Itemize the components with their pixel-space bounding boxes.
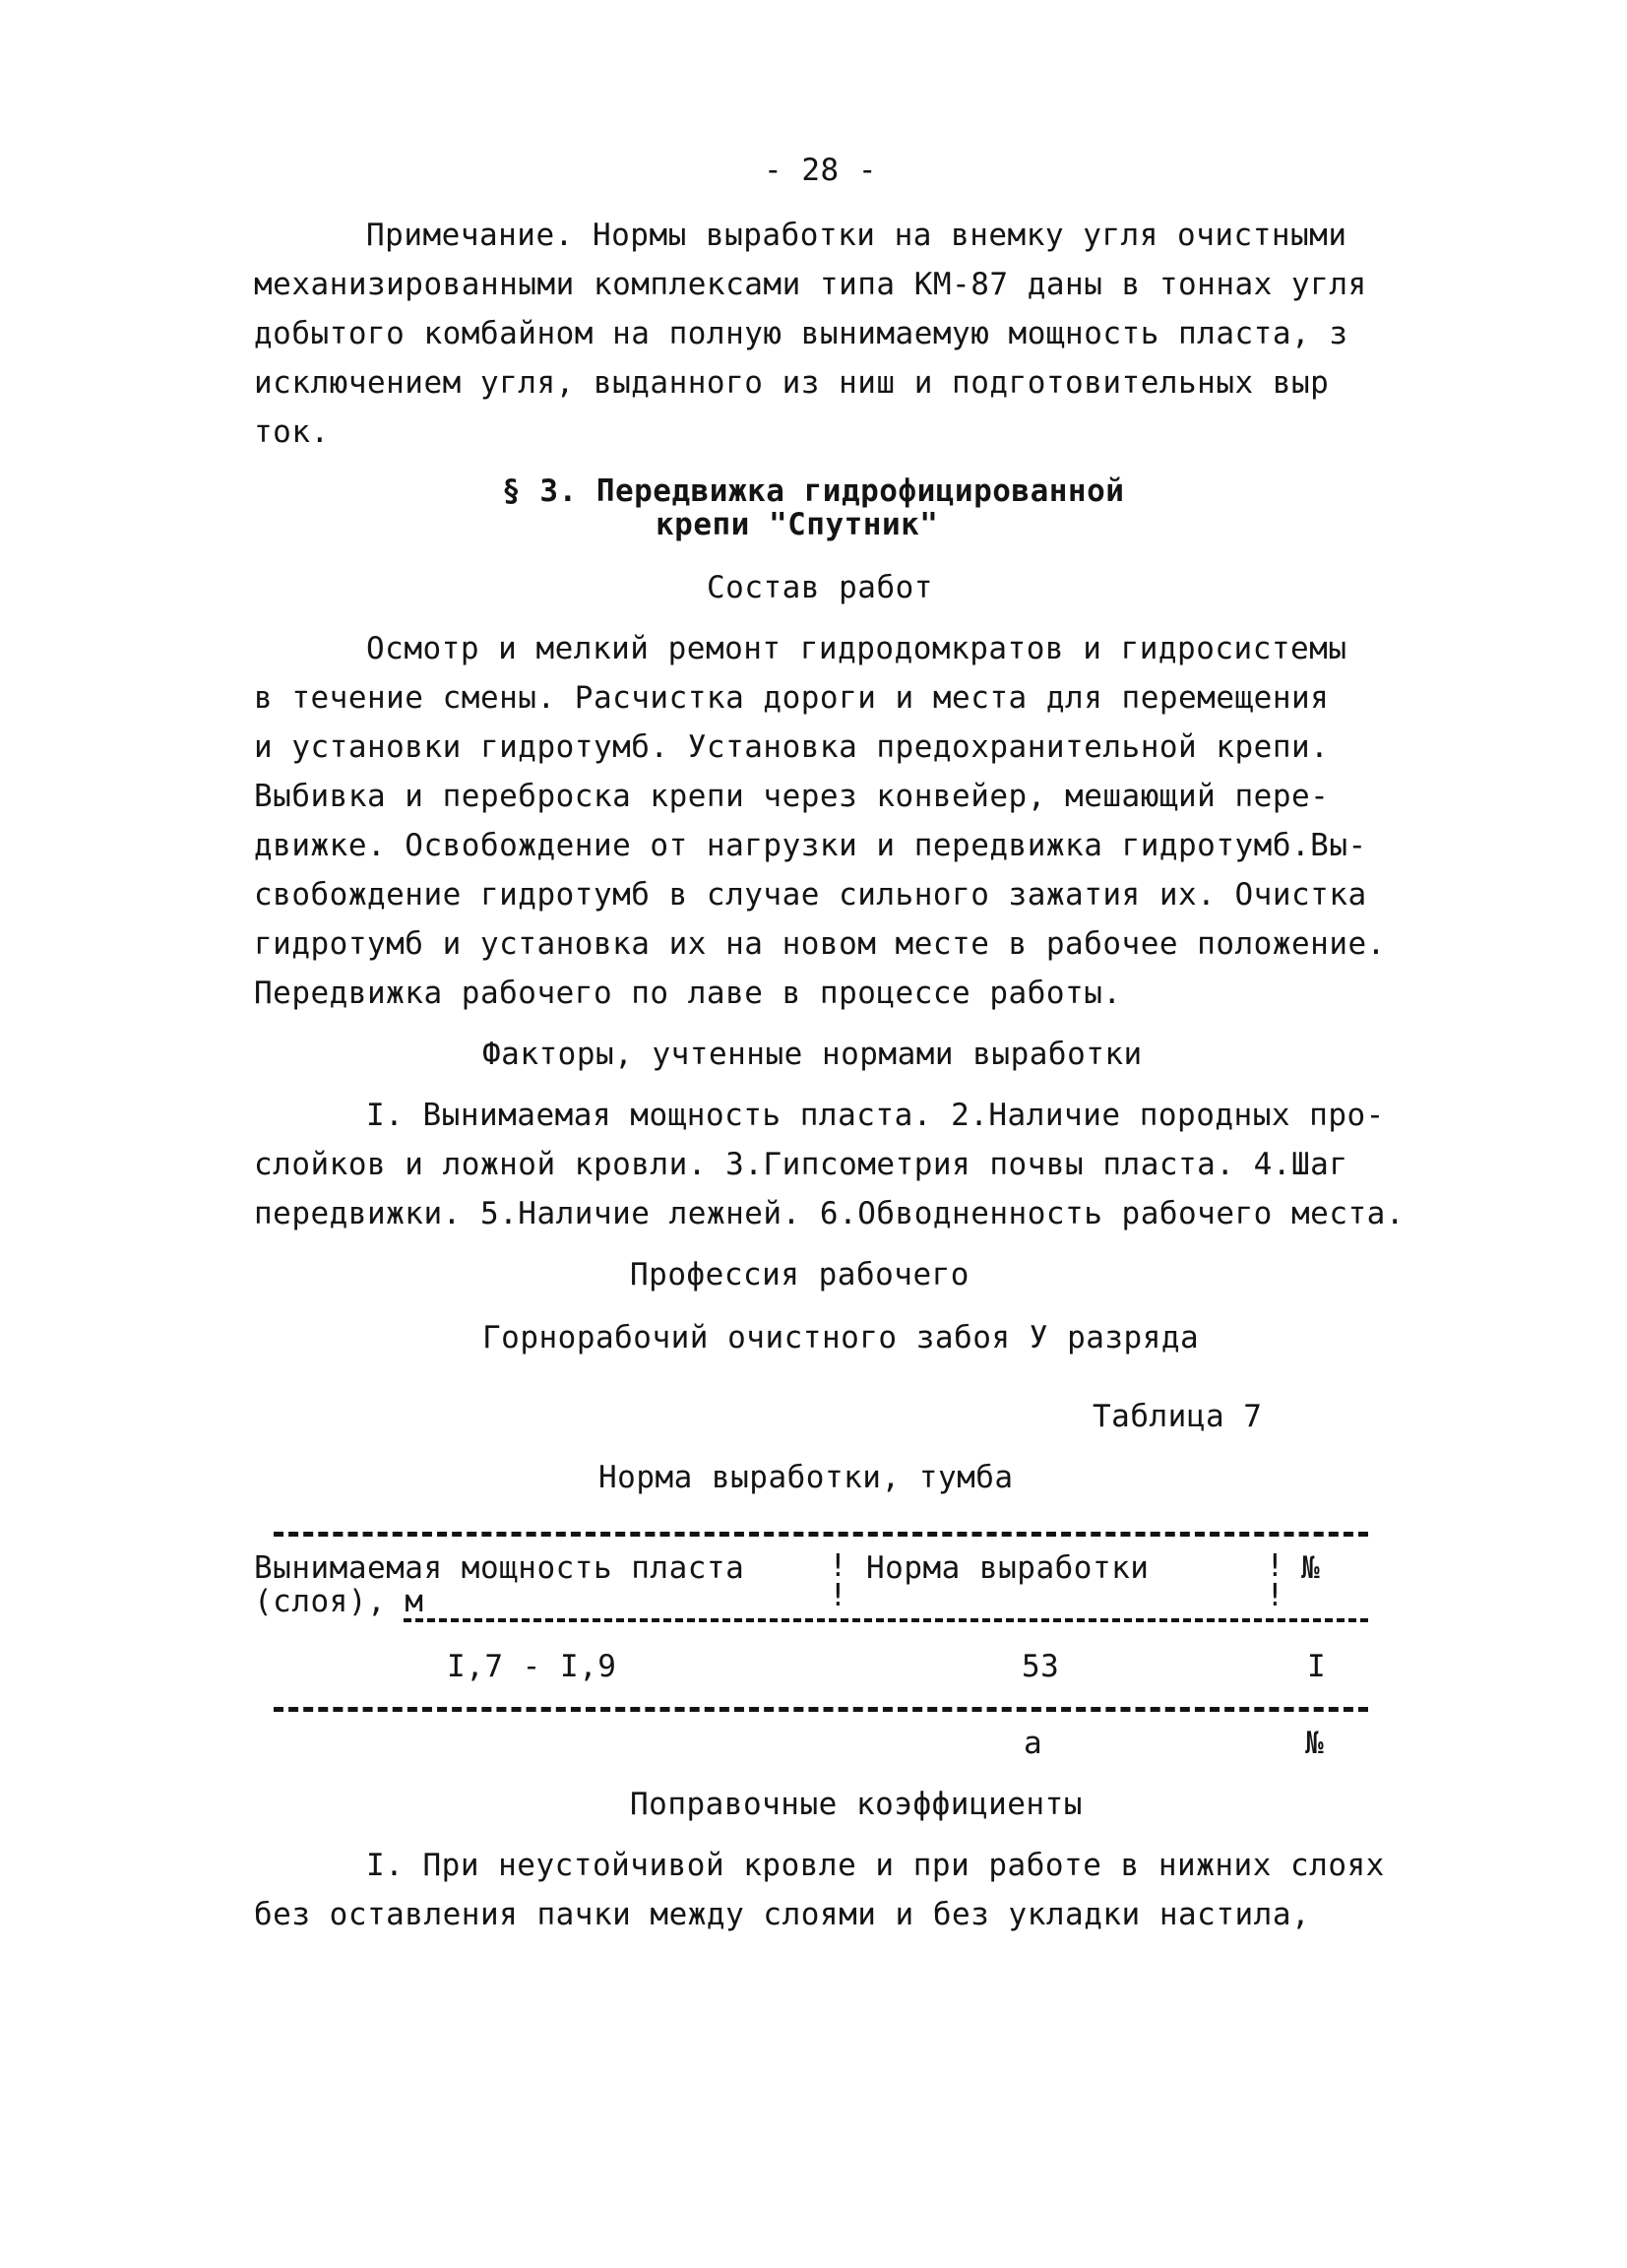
note-line: ток. <box>254 414 330 450</box>
work-line: свобождение гидротумб в случае сильного зажатия их. Очистка <box>254 877 1367 913</box>
corrections-line: I. При неустойчивой кровле и при работе в нижних слоях <box>366 1848 1385 1883</box>
page-number: - 28 - <box>764 153 877 188</box>
table-header-norm: Норма выработки <box>866 1550 1150 1586</box>
table-bottom-rule <box>274 1707 1368 1712</box>
corrections-heading: Поправочные коэффициенты <box>630 1787 1083 1822</box>
table-column-divider: ! <box>829 1548 847 1584</box>
note-line: механизированными комплексами типа КМ-87 даны в тоннах угля <box>254 267 1367 302</box>
table-column-divider: ! <box>1266 1578 1284 1613</box>
corrections-line: без оставления пачки между слоями и без укладки настила, <box>254 1897 1311 1932</box>
work-line: гидротумб и установка их на новом месте в рабочее положение. <box>254 926 1386 962</box>
table-row-norm: 53 <box>1022 1649 1060 1684</box>
factors-line: передвижки. 5.Наличие лежней. 6.Обводненность рабочего места. <box>254 1196 1405 1231</box>
note-line: исключением угля, выданного из ниш и подготовительных выр <box>254 365 1330 401</box>
section-title: § 3. Передвижка гидрофицированной <box>502 473 1125 509</box>
table-row-thickness: I,7 - I,9 <box>447 1649 617 1684</box>
work-line: Выбивка и переброска крепи через конвейер, мешающий пере- <box>254 779 1330 814</box>
table-footer-norm: а <box>1024 1726 1043 1761</box>
table-top-rule <box>274 1532 1368 1537</box>
factors-line: слойков и ложной кровли. 3.Гипсометрия почвы пласта. 4.Шаг <box>254 1147 1348 1182</box>
table-header-thickness-unit: (слоя), м <box>254 1584 424 1619</box>
section-title-continued: крепи "Спутник" <box>656 507 939 542</box>
note-line: добытого комбайном на полную вынимаемую мощность пласта, з <box>254 316 1348 351</box>
profession-heading: Профессия рабочего <box>630 1257 970 1292</box>
factors-heading: Факторы, учтенные нормами выработки <box>482 1037 1143 1072</box>
table-header-thickness: Вынимаемая мощность пласта <box>254 1550 745 1586</box>
work-line: и установки гидротумб. Установка предохранительной крепи. <box>254 729 1330 765</box>
table-caption: Норма выработки, тумба <box>598 1460 1014 1495</box>
table-header-rule <box>404 1618 1368 1622</box>
table-column-divider: ! <box>1266 1548 1284 1584</box>
table-column-divider: ! <box>829 1578 847 1613</box>
work-composition-heading: Состав работ <box>707 570 933 605</box>
note-line: Примечание. Нормы выработки на внемку угля очистными <box>366 218 1347 253</box>
work-line: движке. Освобождение от нагрузки и передвижка гидротумб.Вы- <box>254 828 1367 863</box>
table-label: Таблица 7 <box>1093 1399 1263 1434</box>
profession-value: Горнорабочий очистного забоя У разряда <box>482 1320 1200 1355</box>
table-row-num: I <box>1307 1649 1327 1684</box>
table-header-num: № <box>1301 1550 1321 1586</box>
work-line: Осмотр и мелкий ремонт гидродомкратов и гидросистемы <box>366 631 1347 666</box>
work-line: в течение смены. Расчистка дороги и места для перемещения <box>254 680 1330 716</box>
factors-line: I. Вынимаемая мощность пласта. 2.Наличие породных про- <box>366 1098 1385 1133</box>
work-line: Передвижка рабочего по лаве в процессе работы. <box>254 976 1122 1011</box>
table-footer-num: № <box>1305 1726 1325 1761</box>
